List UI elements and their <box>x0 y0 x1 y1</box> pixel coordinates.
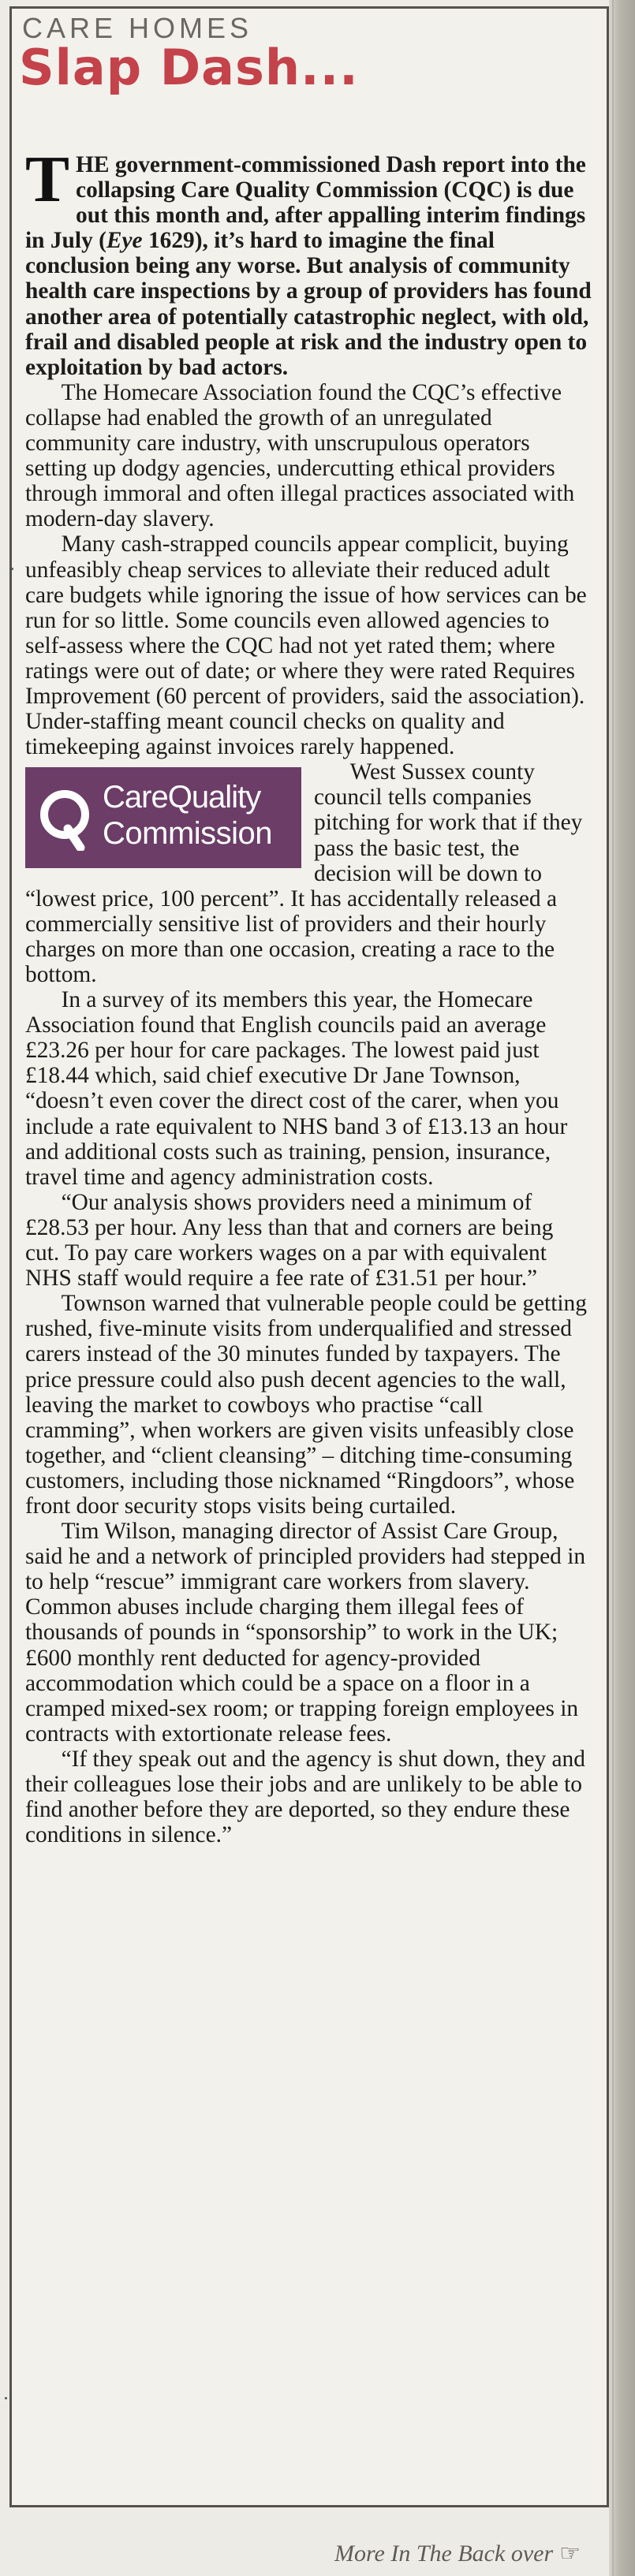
paragraph: “If they speak out and the agency is shut down, they and their colleagues lose their jobs and are unlikely to be able to find another before they are deported, so they endure these conditions in silence.” <box>25 1746 585 1848</box>
cqc-logo <box>25 767 301 868</box>
paragraph: “Our analysis shows providers need a minimum of £28.53 per hour. Any less than that and corners are being cut. To pay care workers wages on a par with equivalent NHS staff would require a fee rate of £31.51 per hour.” <box>25 1189 554 1292</box>
paragraph: In a survey of its members this year, the Homecare Association found that English councils paid an average £23.26 per hour for care packages. The lowest paid just £18.44 which, said chief executive Dr Jane Townson, “doesn’t even cover the direct cost of the carer, when you include a rate equivalent to NHS band 3 of £13.13 an hour and additional costs such as training, pension, insurance, travel time and agency administration costs. <box>25 987 568 1190</box>
paragraph: The Homecare Association found the CQC’s effective collapse had enabled the growth of an unregulated community care industry, with unscrupulous operators setting up dodgy agencies, undercutting ethical providers through immoral and often illegal practices associated with modern-day slavery. <box>25 379 575 532</box>
eye-reference: Eye <box>106 228 143 254</box>
continued-link[interactable] <box>334 2540 581 2567</box>
paragraph: West Sussex county council tells companies pitching for work that if they pass the basic test, the decision will be down to “lowest price, 100 percent”. It has accidentally released a commercially sensitive list of providers and their hourly charges on more than one occasion, creating a race to the bottom. <box>25 759 583 987</box>
lede-paragraph <box>25 143 592 380</box>
headline: Slap Dash... <box>19 39 359 96</box>
paragraph: Tim Wilson, managing director of Assist Care Group, said he and a network of principled providers had stepped in to help “rescue” immigrant care workers from slavery. Common abuses include charging them illegal fees of thousands of pounds in “sponsorship” to work in the UK; £600 monthly rent deducted for agency-provided accommodation which could be a space on a floor in a cramped mixed-sex room; or trapping foreign employees in contracts with extortionate release fees. <box>25 1519 586 1747</box>
margin-speck <box>5 2397 7 2399</box>
paragraph: Townson warned that vulnerable people could be getting rushed, five-minute visits from underqualified and stressed carers instead of the 30 minutes funded by taxpayers. The price pressure could also push decent agencies to the wall, leaving the market to cowboys who practise “call cramming”, when workers are given visits unfeasibly close together, and “client cleansing” – ditching time-consuming customers, including those nicknamed “Ringdoors”, whose front door security stops visits being curtailed. <box>25 1291 587 1519</box>
page-edge <box>609 0 635 2576</box>
cqc-q-icon <box>36 785 93 851</box>
section-label: CARE HOMES <box>22 12 253 44</box>
drop-cap: T <box>25 143 70 216</box>
logo-line-1: CareQuality <box>103 780 261 815</box>
lede-text-end: 1629), it’s hard to imagine the final conclusion being any worse. But analysis of community health care inspections by a group of providers has found another area of potentially catastrophic neglect, with old, frail and disabled people at risk and the industry open to exploitation by bad actors. <box>25 228 592 380</box>
councils-paragraph-text: Many cash-strapped councils appear complicit, buying unfeasibly cheap services to alleviate their reduced adult care budgets while ignoring the issue of how services can be run for so little. Some councils even allowed agencies to self-assess where the CQC had not yet rated them; where ratings were out of date; or where they were rated Requires Improvement (60 percent of providers, said the association). Under-staffing meant council checks on quality and timekeeping against invoices rarely happened. <box>25 531 587 760</box>
lede-text: HE government-commissioned Dash report into the collapsing Care Quality Commission (CQC) is due out this month and, after appalling interim findings in July ( <box>25 152 586 254</box>
article-body <box>25 143 592 1848</box>
continued-text: More In The Back over <box>334 2541 554 2567</box>
pointing-hand-icon: ☞ <box>559 2541 581 2567</box>
logo-line-2: Commission <box>103 816 273 852</box>
paragraph <box>25 531 592 759</box>
margin-speck <box>11 568 13 570</box>
